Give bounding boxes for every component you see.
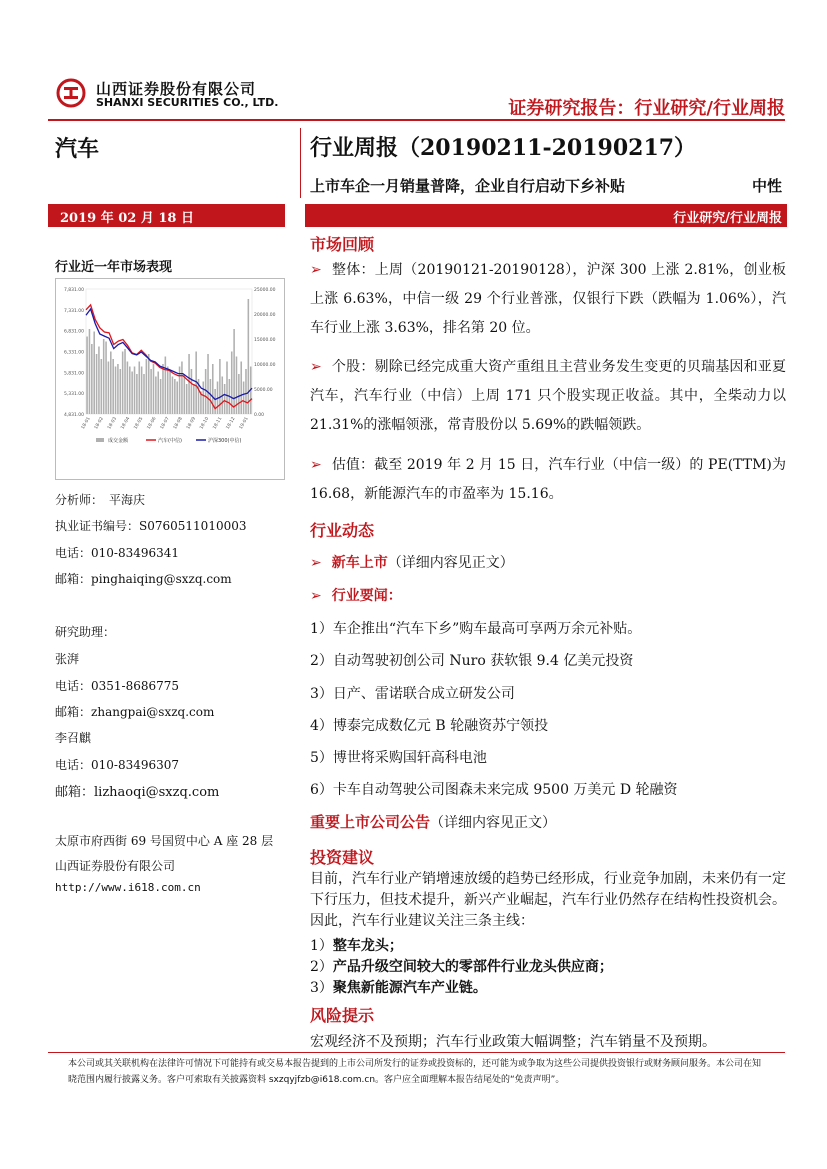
announcements-title: 重要上市公司公告 [310,813,431,831]
phone-label: 电话： [55,758,92,772]
analyst-line [55,491,145,508]
phone-line [55,756,179,773]
x-tick-label: 18-03 [107,416,119,431]
volume-bar [174,379,176,414]
email-line [55,703,214,720]
volume-bar [240,362,242,415]
volume-bar [96,354,98,414]
volume-bar [122,352,124,415]
section-title-industry-news: 行业动态 [310,521,375,540]
legend-label: 成交金额 [108,438,129,444]
header-vertical-divider [300,128,301,198]
phone-label: 电话： [55,546,92,560]
volume-bar [157,372,159,415]
volume-bar [186,384,188,414]
volume-bar [153,364,155,414]
x-tick-label: 18-02 [94,416,105,431]
advice-number: 1） [310,938,333,954]
paragraph-text: 估值：截至 2019 年 2 月 15 日，汽车行业（中信一级）的 PE(TTM)为 16.68，新能源汽车的市盈率为 15.16。 [310,457,786,502]
volume-bar [131,372,133,415]
phone-number: 010-83496341 [91,546,180,560]
assistant-name: 李召麒 [55,731,92,745]
volume-bar [86,337,88,415]
y-right-tick-label: 15000.00 [254,338,276,343]
disclaimer: 本公司或其关联机构在法律许可情况下可能持有或交易本报告提到的上市公司所发行的证券或投资标的，还可能为或争取为这些公司提供投资银行或财务顾问服务。本公司在知晓范围内履行披露义务。客户可索取有关披露资料 sxzqyjfzb@i618.com.cn。客户应全面理解本报告结尾处的“免责声明”。 [68,1059,762,1085]
report-date: 2019 年 02 月 18 日 [60,211,194,226]
company-name-cn: 山西证券股份有限公司 [96,80,257,98]
new-car-title: 新车上市 [331,555,388,571]
volume-bar [226,362,228,415]
volume-bar [101,359,103,414]
volume-bar [233,329,235,414]
risk-text: 宏观经济不及预期；汽车行业政策大幅调整；汽车销量不及预期。 [310,1034,716,1050]
y-left-tick-label: 5,331.00 [63,392,84,398]
y-right-tick-label: 5000.00 [254,388,273,393]
email-link[interactable]: pinghaiqing@sxzq.com [91,572,232,586]
company-name-en: SHANXI SECURITIES CO., LTD. [96,96,279,109]
volume-bar [150,369,152,414]
website-link[interactable]: http://www.i618.com.cn [55,881,201,894]
volume-bar [141,367,143,415]
sector-label: 汽车 [55,137,100,162]
cert-line [55,517,247,534]
volume-bar [134,367,136,415]
news-item: 4）博泰完成数亿元 B 轮融资苏宁领投 [310,718,549,734]
volume-bar [245,369,247,414]
section-title-investment-advice: 投资建议 [310,848,375,867]
volume-bar [129,367,131,415]
news-item: 1）车企推出“汽车下乡”购车最高可享两万余元补贴。 [310,621,642,637]
volume-bar [105,342,107,415]
phone-number: 0351-8686775 [91,679,180,693]
phone-number: 010-83496307 [91,758,180,772]
volume-bar [136,374,138,414]
cert-number: S0760511010003 [139,519,247,533]
section-bar-label: 行业研究/行业周报 [673,211,782,226]
new-car-line [310,552,514,572]
rating: 中性 [751,177,782,195]
x-tick-label: 18-09 [186,416,198,431]
phone-label: 电话： [55,679,92,693]
company-name-footer: 山西证券股份有限公司 [55,859,176,873]
company-address: 太原市府西街 69 号国贸中心 A 座 28 层 [55,834,274,848]
volume-bar [110,352,112,415]
advice-text: 整车龙头； [332,938,403,954]
email-line [55,781,219,800]
header-divider [48,119,785,121]
x-tick-label: 18-07 [159,416,171,431]
headline: 上市车企一月销量普降，企业自行启动下乡补贴 [310,177,626,195]
volume-bar [205,369,207,414]
report-type: 证券研究报告：行业研究/行业周报 [508,98,785,119]
chart-svg [56,279,284,479]
bullet-icon: ➢ [310,359,322,375]
volume-bar [203,382,205,415]
y-left-tick-label: 7,331.00 [63,308,84,314]
volume-bar [146,359,148,414]
email-link[interactable]: zhangpai@sxzq.com [91,705,215,719]
volume-bar [89,329,91,414]
advice-number: 3） [310,980,333,996]
x-tick-label: 18-08 [173,416,184,431]
volume-bar [103,339,105,414]
volume-bar [127,362,129,415]
advice-item [310,956,613,976]
company-logo-icon [56,78,86,108]
advice-item [310,977,487,997]
email-label: 邮箱： [55,705,92,719]
paragraph-text: 整体：上周（20190121-20190128），沪深 300 上涨 2.81%，创业板上涨 6.63%，中信一级 29 个行业普涨，仅银行下跌（跌幅为 1.06%），汽车行业上涨 3.63%，排名第 20 位。 [310,262,786,336]
y-left-tick-label: 6,331.00 [63,350,84,356]
volume-bar [181,362,183,415]
volume-bar [138,362,140,415]
advice-item [310,935,403,955]
y-right-tick-label: 20000.00 [254,313,276,318]
volume-bar [155,377,157,415]
volume-bar [120,369,122,414]
phone-line [55,544,179,561]
advice-text: 聚焦新能源汽车产业链。 [332,980,487,996]
assistant-name: 张湃 [55,652,80,666]
advice-text: 产品升级空间较大的零部件行业龙头供应商； [332,959,613,975]
volume-bar [210,379,212,414]
volume-bar [207,354,209,414]
volume-bar [124,349,126,414]
announcements-line [310,811,556,832]
volume-bar [184,374,186,414]
x-tick-label: 18-10 [199,416,211,431]
volume-bar [169,372,171,415]
volume-bar [148,354,150,414]
x-tick-label: 18-11 [212,416,224,431]
paragraph-valuation [310,451,786,509]
phone-line [55,677,179,694]
news-item: 5）博世将采购国轩高科电池 [310,750,487,766]
volume-bar [191,369,193,414]
volume-bar [143,374,145,414]
volume-bar [167,367,169,415]
new-car-note: （详细内容见正文） [387,555,514,571]
market-performance-chart [55,278,285,480]
volume-bar [176,382,178,415]
x-tick-label: 18-01 [80,416,92,431]
x-tick-label: 18-06 [146,416,158,431]
footer-divider [48,1052,785,1053]
legend-swatch-volume [96,438,104,442]
news-item: 3）日产、雷诺联合成立研发公司 [310,686,515,702]
legend-label: 沪深300(中信) [208,438,242,444]
volume-bar [238,374,240,414]
volume-bar [162,364,164,414]
y-right-tick-label: 25000.00 [254,288,276,293]
bullet-icon: ➢ [310,457,322,473]
volume-bar [108,362,110,415]
x-tick-label: 18-05 [133,416,145,431]
volume-bar [117,364,119,414]
section-title-risk: 风险提示 [310,1006,375,1025]
bullet-icon: ➢ [310,555,322,571]
volume-bar [224,384,226,414]
advice-number: 2） [310,959,333,975]
section-title-market-review: 市场回顾 [310,235,375,254]
paragraph-overall [310,256,786,343]
announcements-note: （详细内容见正文） [430,815,557,831]
volume-bar [93,332,95,415]
email-label: 邮箱： [55,785,95,800]
x-tick-label: 19-01 [238,416,250,431]
volume-bar [112,359,114,414]
y-right-tick-label: 0.00 [254,413,265,418]
email-label: 邮箱： [55,572,92,586]
email-link[interactable]: lizhaoqi@sxzq.com [94,785,220,800]
news-heading-line [310,585,402,605]
y-left-tick-label: 5,831.00 [63,371,84,377]
y-left-tick-label: 4,831.00 [63,413,84,418]
volume-bar [172,377,174,415]
volume-bar [115,367,117,415]
paragraph-text: 个股：剔除已经完成重大资产重组且主营业务发生变更的贝瑞基因和亚夏汽车，汽车行业（中信）上周 171 只个股实现正收益。其中，全柴动力以 21.31%的涨幅领涨，常青股份以 5.69%的跌幅领跌。 [310,359,786,433]
analyst-name: 平海庆 [109,493,146,507]
email-line [55,570,232,587]
x-tick-label: 18-04 [120,416,132,431]
volume-bar [91,344,93,414]
volume-bar [188,354,190,414]
chart-title: 行业近一年市场表现 [55,260,173,275]
volume-bar [160,379,162,414]
volume-bar [248,299,250,414]
y-right-tick-label: 10000.00 [254,363,276,368]
advice-paragraph: 目前，汽车行业产销增速放缓的趋势已经形成，行业竞争加剧，未来仍有一定下行压力，但技术提升，新兴产业崛起，汽车行业仍然存在结构性投资机会。因此，汽车行业建议关注三条主线： [310,871,786,929]
cert-label: 执业证书编号： [55,519,140,533]
page-title: 行业周报（20190211-20190217） [310,135,697,161]
news-item: 2）自动驾驶初创公司 Nuro 获软银 9.4 亿美元投资 [310,653,634,669]
y-left-tick-label: 6,831.00 [63,329,84,335]
legend-label: 汽车(中信) [158,438,182,444]
volume-bar [243,382,245,415]
volume-bar [165,357,167,415]
bullet-icon: ➢ [310,262,322,278]
assistant-label: 研究助理： [55,625,116,639]
bullet-icon: ➢ [310,588,322,604]
analyst-label: 分析师： [55,493,104,507]
news-item: 6）卡车自动驾驶公司图森未来完成 9500 万美元 D 轮融资 [310,782,678,798]
paragraph-stocks [310,353,786,440]
volume-bar [214,389,216,414]
volume-bar [98,347,100,415]
news-title: 行业要闻： [331,588,402,604]
x-tick-label: 18-12 [225,416,237,431]
volume-bar [193,384,195,414]
y-left-tick-label: 7,831.00 [63,288,84,293]
